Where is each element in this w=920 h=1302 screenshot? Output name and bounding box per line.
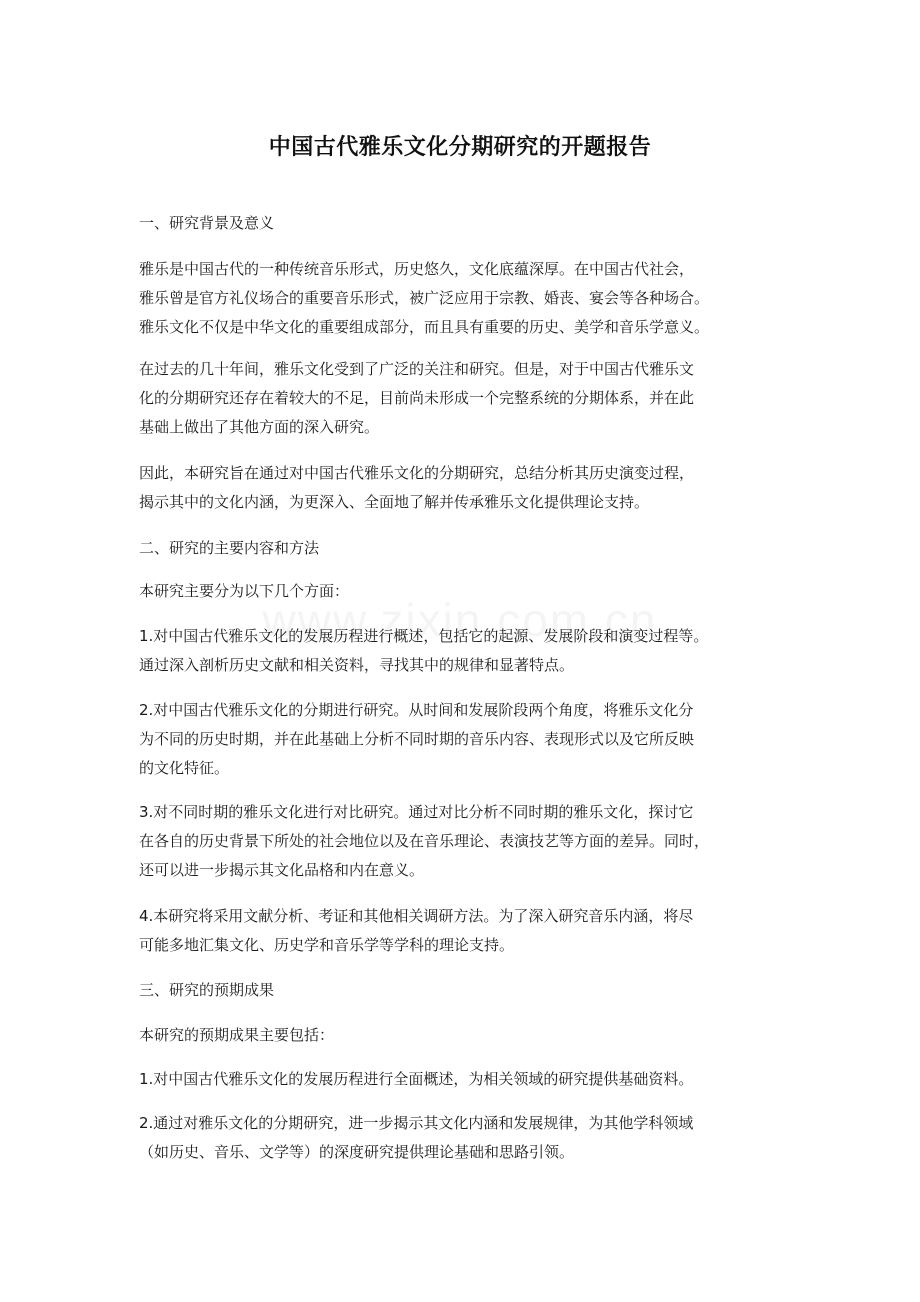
paragraph-line: 因此，本研究旨在通过对中国古代雅乐文化的分期研究，总结分析其历史演变过程，	[139, 464, 695, 482]
paragraph-line: 雅乐文化不仅是中华文化的重要组成部分，而且具有重要的历史、美学和音乐学意义。	[139, 318, 710, 336]
list-item-line: 在各自的历史背景下所处的社会地位以及在音乐理论、表演技艺等方面的差异。同时，	[139, 832, 710, 850]
list-item-line: （如历史、音乐、文学等）的深度研究提供理论基础和思路引领。	[139, 1143, 575, 1161]
list-item-line: 1.对中国古代雅乐文化的发展历程进行概述，包括它的起源、发展阶段和演变过程等。	[139, 627, 709, 645]
list-item-line: 1.对中国古代雅乐文化的发展历程进行全面概述，为相关领域的研究提供基础资料。	[139, 1070, 694, 1088]
page-title: 中国古代雅乐文化分期研究的开题报告	[268, 135, 652, 160]
list-item-line: 2.对中国古代雅乐文化的分期进行研究。从时间和发展阶段两个角度，将雅乐文化分	[139, 701, 694, 719]
paragraph-line: 揭示其中的文化内涵，为更深入、全面地了解并传承雅乐文化提供理论支持。	[139, 493, 650, 511]
list-item-line: 还可以进一步揭示其文化品格和内在意义。	[139, 861, 425, 879]
list-item-line: 2.通过对雅乐文化的分期研究，进一步揭示其文化内涵和发展规律，为其他学科领域	[139, 1114, 694, 1132]
list-item-line: 4.本研究将采用文献分析、考证和其他相关调研方法。为了深入研究音乐内涵，将尽	[139, 907, 694, 925]
section-heading-expected-results: 三、研究的预期成果	[139, 981, 275, 999]
list-item-line: 为不同的历史时期，并在此基础上分析不同时期的音乐内容、表现形式以及它所反映	[139, 730, 695, 748]
paragraph-line: 本研究主要分为以下几个方面：	[139, 582, 350, 600]
list-item-line: 3.对不同时期的雅乐文化进行对比研究。通过对比分析不同时期的雅乐文化，探讨它	[139, 803, 694, 821]
list-item-line: 的文化特征。	[139, 759, 230, 777]
paragraph-line: 本研究的预期成果主要包括：	[139, 1026, 335, 1044]
paragraph-line: 基础上做出了其他方面的深入研究。	[139, 418, 380, 436]
paragraph-line: 雅乐是中国古代的一种传统音乐形式，历史悠久，文化底蕴深厚。在中国古代社会，	[139, 260, 695, 278]
list-item-line: 通过深入剖析历史文献和相关资料，寻找其中的规律和显著特点。	[139, 656, 575, 674]
section-heading-content-methods: 二、研究的主要内容和方法	[139, 539, 320, 557]
section-heading-background: 一、研究背景及意义	[139, 214, 275, 232]
paragraph-line: 雅乐曾是官方礼仪场合的重要音乐形式，被广泛应用于宗教、婚丧、宴会等各种场合。	[139, 289, 710, 307]
paragraph-line: 在过去的几十年间，雅乐文化受到了广泛的关注和研究。但是，对于中国古代雅乐文	[139, 360, 695, 378]
list-item-line: 可能多地汇集文化、历史学和音乐学等学科的理论支持。	[139, 936, 515, 954]
paragraph-line: 化的分期研究还存在着较大的不足，目前尚未形成一个完整系统的分期体系，并在此	[139, 389, 695, 407]
